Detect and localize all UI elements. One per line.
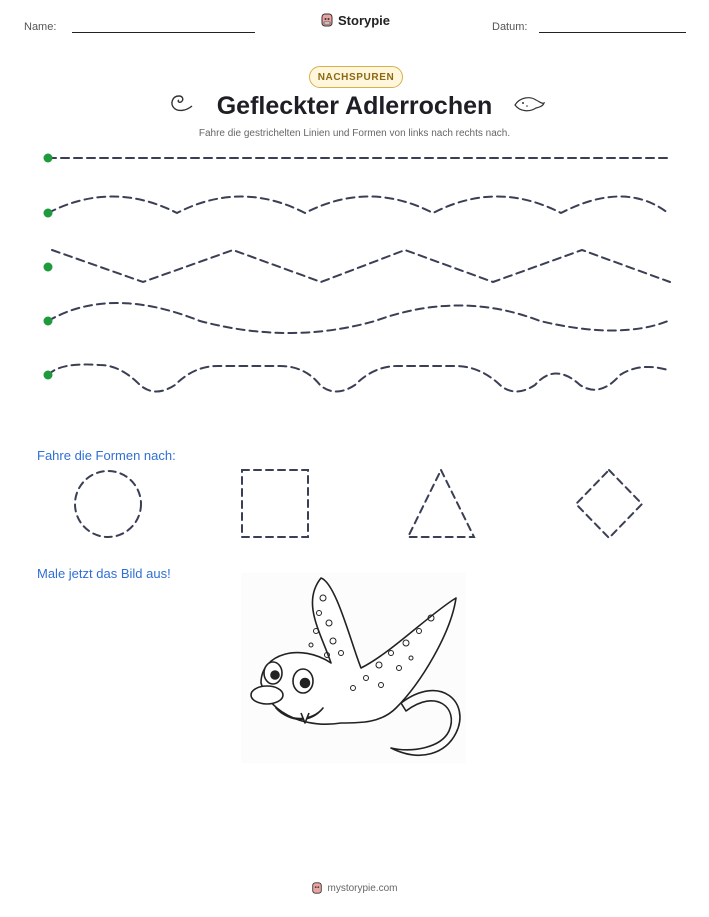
start-dot (44, 209, 53, 218)
tracing-line-wave-3[interactable] (48, 364, 668, 391)
tracing-shape-triangle[interactable] (408, 470, 474, 537)
activity-badge: NACHSPUREN (309, 66, 403, 88)
storypie-mascot-icon (311, 881, 323, 895)
page-title: Gefleckter Adlerrochen (216, 92, 493, 120)
tracing-line-wave-1[interactable] (48, 197, 668, 214)
brand-logo (320, 12, 390, 28)
start-dot (44, 263, 53, 272)
date-line[interactable] (539, 32, 686, 33)
footer-site[interactable]: mystorypie.com (327, 882, 398, 894)
tracing-lines (0, 140, 709, 400)
name-label: Name: (24, 21, 57, 33)
tracing-line-zigzag[interactable] (52, 250, 670, 282)
tracing-line-wave-2[interactable] (48, 303, 668, 333)
footer (0, 881, 709, 895)
start-dot (44, 317, 53, 326)
ray-outline-icon (512, 94, 546, 116)
eagle-ray-coloring-image[interactable] (241, 573, 466, 763)
start-dot (44, 371, 53, 380)
tracing-shapes (0, 465, 709, 545)
shapes-heading: Fahre die Formen nach: (37, 448, 176, 463)
tracing-shape-diamond[interactable] (576, 470, 642, 538)
date-label: Datum: (492, 21, 528, 33)
tracing-shape-circle[interactable] (75, 471, 141, 537)
brand-name: Storypie (338, 12, 391, 28)
instructions: Fahre die gestrichelten Linien und Formen von links nach rechts nach. (198, 128, 511, 139)
coloring-heading: Male jetzt das Bild aus! (37, 566, 171, 581)
storypie-mascot-icon (320, 12, 334, 28)
tracing-shape-square[interactable] (242, 470, 308, 537)
start-dot (44, 154, 53, 163)
name-line[interactable] (72, 32, 255, 33)
